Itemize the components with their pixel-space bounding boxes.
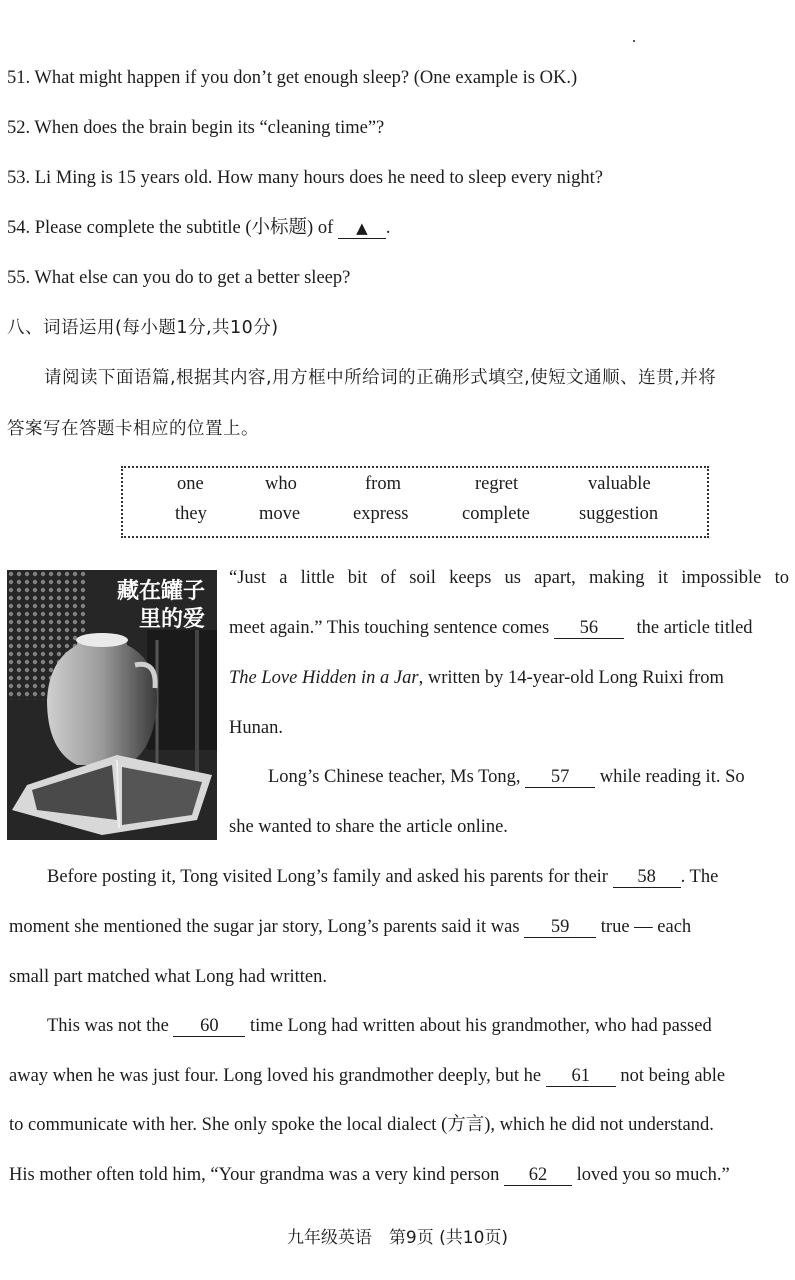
word-bank-item: express — [353, 504, 409, 524]
passage-line: This was not the 60 time Long had written about his grandmother, who had passed — [47, 1016, 712, 1036]
answer-blank-59: 59 — [524, 917, 596, 938]
word-bank-item: move — [259, 504, 301, 524]
word-bank-item: from — [365, 474, 401, 494]
passage-line: moment she mentioned the sugar jar story, Long’s parents said it was 59 true — each — [9, 917, 692, 937]
word-bank-item: they — [175, 504, 207, 524]
page-footer: 九年级英语 第9页 (共10页) — [286, 1228, 509, 1248]
answer-blank-56: 56 — [554, 618, 624, 639]
section-heading: 八、词语运用(每小题1分,共10分) — [7, 318, 279, 338]
word-bank-item: suggestion — [579, 504, 659, 524]
answer-blank-57: 57 — [525, 767, 595, 788]
passage-line: to communicate with her. She only spoke the local dialect (方言), which he did not understand. — [9, 1115, 714, 1135]
question-55: 55. What else can you do to get a better sleep? — [7, 268, 351, 288]
passage-line: she wanted to share the article online. — [229, 817, 508, 837]
passage-line: meet again.” This touching sentence comes 56 the article titled — [229, 618, 753, 638]
speck — [633, 40, 635, 42]
word-bank-item: valuable — [588, 474, 651, 494]
passage-line: “Just a little bit of soil keeps us apart, making it impossible to — [229, 568, 789, 588]
answer-blank-54: ▲ — [338, 218, 386, 239]
passage-line: away when he was just four. Long loved his grandmother deeply, but he 61 not being able — [9, 1066, 726, 1086]
answer-blank-62: 62 — [504, 1165, 572, 1186]
section-instruction-cont: 答案写在答题卡相应的位置上。 — [7, 419, 259, 439]
passage-line: Long’s Chinese teacher, Ms Tong, 57 while reading it. So — [268, 767, 745, 787]
word-bank-item: one — [177, 474, 204, 494]
section-instruction: 请阅读下面语篇,根据其内容,用方框中所给词的正确形式填空,使短文通顺、连贯,并将 — [44, 368, 717, 388]
article-photo — [7, 570, 217, 840]
word-bank-item: regret — [475, 474, 519, 494]
question-51: 51. What might happen if you don’t get enough sleep? (One example is OK.) — [7, 68, 578, 88]
word-bank — [121, 466, 709, 538]
question-53: 53. Li Ming is 15 years old. How many hours does he need to sleep every night? — [7, 168, 603, 188]
passage-line: small part matched what Long had written. — [9, 967, 328, 987]
passage-line: Before posting it, Tong visited Long’s family and asked his parents for their 58 . The — [47, 867, 719, 887]
article-title: The Love Hidden in a Jar — [229, 668, 419, 688]
question-54: 54. Please complete the subtitle (小标题) of ▲ . — [7, 218, 391, 238]
passage-line: Hunan. — [229, 718, 283, 738]
passage-line: His mother often told him, “Your grandma was a very kind person 62 loved you so much.” — [9, 1165, 730, 1185]
passage-line: The Love Hidden in a Jar, written by 14-year-old Long Ruixi from — [229, 668, 724, 688]
answer-blank-61: 61 — [546, 1066, 616, 1087]
question-52: 52. When does the brain begin its “cleaning time”? — [7, 118, 385, 138]
word-bank-item: complete — [462, 504, 530, 524]
word-bank-item: who — [265, 474, 297, 494]
answer-blank-60: 60 — [173, 1016, 245, 1037]
photo-title: 藏在罐子 里的爱 — [116, 579, 205, 632]
answer-blank-58: 58 — [613, 867, 681, 888]
